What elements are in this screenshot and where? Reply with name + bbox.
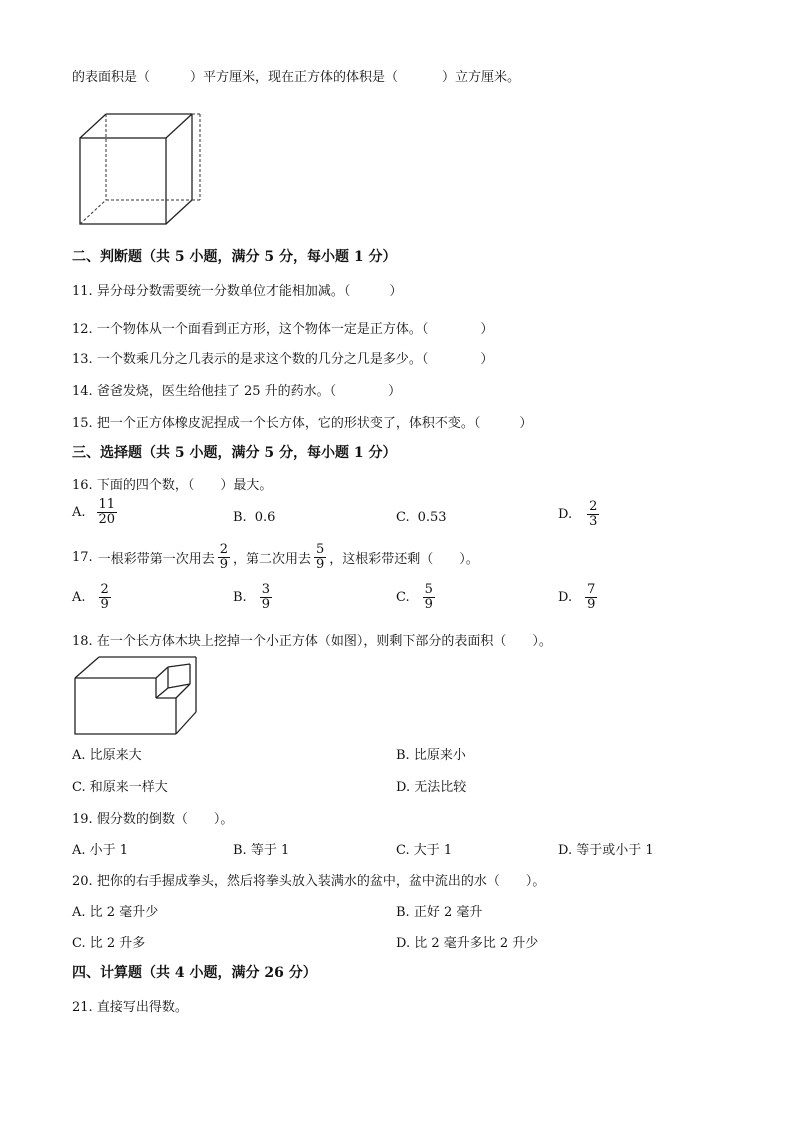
section3-heading: 三、选择题（共 5 小题，满分 5 分，每小题 1 分） xyxy=(72,445,397,461)
q11-text: 异分母分数需要统一分数单位才能相加减 xyxy=(96,284,331,299)
numerator: 5 xyxy=(424,582,433,597)
denominator: 9 xyxy=(261,596,270,612)
intro-before: 的表面积是（ xyxy=(72,70,151,85)
q17-number: 17. xyxy=(72,549,93,565)
option-label: B. xyxy=(233,510,247,525)
q19-option-b: B. 等于 1 xyxy=(233,843,290,858)
q12-text: 一个物体从一个面看到正方形，这个物体一定是正方体。（ ） xyxy=(96,322,494,337)
section4-heading: 四、计算题（共 4 小题，满分 26 分） xyxy=(72,965,317,981)
fraction xyxy=(97,498,118,526)
q17-option-c xyxy=(396,583,438,611)
numerator: 2 xyxy=(219,542,228,557)
option-label: D. xyxy=(558,589,573,605)
q18-number: 18. xyxy=(72,634,93,649)
q16-option-d xyxy=(558,500,602,528)
q19-option-c: C. 大于 1 xyxy=(396,843,453,858)
q16-option-b xyxy=(233,510,275,525)
q16-number: 16. xyxy=(72,478,93,493)
denominator: 9 xyxy=(587,596,596,612)
q20 xyxy=(72,870,545,889)
fraction xyxy=(585,583,597,611)
q17-option-a xyxy=(72,583,114,611)
fraction xyxy=(314,543,326,571)
numerator: 2 xyxy=(589,499,598,514)
cube-figure xyxy=(72,108,212,230)
q16-text: 下面的四个数，（ ）最大。 xyxy=(96,478,273,493)
q20-option-b: B. 正好 2 毫升 xyxy=(396,905,483,920)
denominator: 9 xyxy=(424,596,433,612)
block-figure xyxy=(72,654,212,738)
numerator: 11 xyxy=(98,497,116,512)
q18-option-a: A. 比原来大 xyxy=(72,748,142,763)
q12 xyxy=(72,318,493,337)
q15 xyxy=(72,412,532,431)
q20-number: 20. xyxy=(72,874,93,889)
denominator: 9 xyxy=(316,556,325,572)
option-label: A. xyxy=(72,504,86,520)
q13 xyxy=(72,348,493,367)
fraction xyxy=(99,583,111,611)
q17-option-d xyxy=(558,583,600,611)
option-label: C. xyxy=(396,589,410,605)
numerator: 5 xyxy=(316,542,325,557)
q16-option-c xyxy=(396,510,447,525)
q15-number: 15. xyxy=(72,416,93,431)
q20-text: 把你的右手握成拳头，然后将拳头放入装满水的盆中，盆中流出的水（ ）。 xyxy=(96,874,546,889)
option-label: C. xyxy=(396,510,410,525)
q17-text-2: ，第二次用去 xyxy=(232,551,311,567)
denominator: 9 xyxy=(100,596,109,612)
q18-option-b: B. 比原来小 xyxy=(396,748,466,763)
numerator: 7 xyxy=(587,582,596,597)
q20-option-d: D. 比 2 毫升多比 2 升少 xyxy=(396,936,539,951)
q18-text: 在一个长方体木块上挖掉一个小正方体（如图），则剩下部分的表面积（ ）。 xyxy=(96,634,552,649)
q11-tail: 。（ ） xyxy=(330,284,403,299)
fraction xyxy=(423,583,435,611)
q19 xyxy=(72,808,233,827)
section2-heading: 二、判断题（共 5 小题，满分 5 分，每小题 1 分） xyxy=(72,249,397,265)
intro-mid: ）平方厘米，现在正方体的体积是（ xyxy=(190,70,399,85)
q19-option-a: A. 小于 1 xyxy=(72,843,129,858)
q13-text: 一个数乘几分之几表示的是求这个数的几分之几是多少。（ ） xyxy=(96,352,494,367)
q19-text: 假分数的倒数（ ）。 xyxy=(96,812,234,827)
q12-number: 12. xyxy=(72,322,93,337)
q18 xyxy=(72,630,552,649)
option-label: B. xyxy=(233,589,247,605)
q15-text: 把一个正方体橡皮泥捏成一个长方体，它的形状变了，体积不变。（ ） xyxy=(96,416,533,431)
denominator: 9 xyxy=(219,556,228,572)
intro-line xyxy=(72,66,520,85)
denominator: 20 xyxy=(98,511,116,527)
q21-text: 直接写出得数。 xyxy=(96,1000,188,1015)
option-value: 0.53 xyxy=(417,510,447,525)
option-label: A. xyxy=(72,589,86,605)
q20-option-c: C. 比 2 升多 xyxy=(72,936,146,951)
q13-number: 13. xyxy=(72,352,93,367)
option-label: D. xyxy=(558,506,573,522)
q21 xyxy=(72,996,188,1015)
q18-option-c: C. 和原来一样大 xyxy=(72,780,168,795)
intro-after: ）立方厘米。 xyxy=(442,70,521,85)
q19-number: 19. xyxy=(72,812,93,827)
denominator: 3 xyxy=(589,513,598,529)
q21-number: 21. xyxy=(72,1000,93,1015)
numerator: 2 xyxy=(100,582,109,597)
fraction xyxy=(587,500,599,528)
q11 xyxy=(72,280,402,299)
q17-text-1: 一根彩带第一次用去 xyxy=(97,551,215,567)
option-value: 0.6 xyxy=(254,510,276,525)
fraction xyxy=(218,543,230,571)
q20-option-a: A. 比 2 毫升少 xyxy=(72,905,159,920)
q14-text: 爸爸发烧，医生给他挂了 25 升的药水。（ ） xyxy=(96,384,402,399)
fraction xyxy=(260,583,272,611)
q18-option-d: D. 无法比较 xyxy=(396,780,467,795)
q17 xyxy=(72,543,479,571)
q16 xyxy=(72,474,272,493)
q11-number: 11. xyxy=(72,284,93,299)
q17-text-3: ，这根彩带还剩（ ）。 xyxy=(329,551,479,567)
q16-option-a xyxy=(72,498,120,526)
q17-option-b xyxy=(233,583,275,611)
q19-option-d: D. 等于或小于 1 xyxy=(558,843,654,858)
q14-number: 14. xyxy=(72,384,93,399)
numerator: 3 xyxy=(261,582,270,597)
q14 xyxy=(72,380,401,399)
